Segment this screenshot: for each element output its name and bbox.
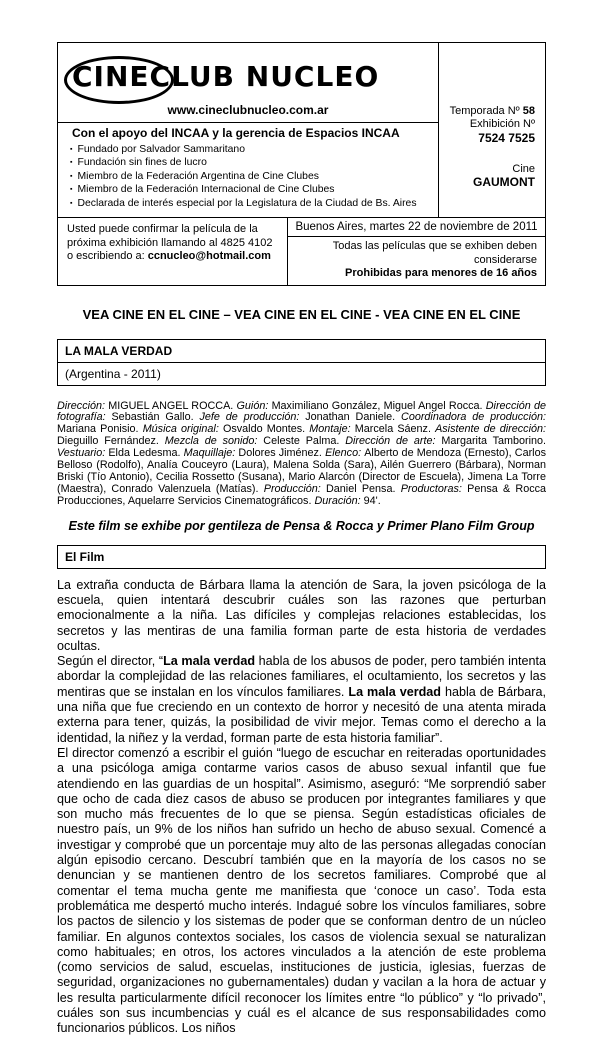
- credit-label: Música original:: [142, 423, 223, 436]
- membership-bullet-list: [58, 142, 438, 217]
- credit-label: Mezcla de sonido:: [164, 435, 264, 448]
- credit-label: Elenco:: [325, 447, 365, 460]
- incaa-support-line: Con el apoyo del INCAA y la gerencia de Espacios INCAA: [58, 122, 438, 142]
- credit-label: Vestuario:: [57, 447, 109, 460]
- credit-value: Marcela Sáenz.: [354, 423, 436, 436]
- film-paragraph: La extraña conducta de Bárbara llama la atención de Sara, la joven psicóloga de la escuela, quien intentará descubrir cuáles son las razones que perturban emocionalmente a la niña. Las difíciles y complejas relaciones establecidas, los secretos y las mentiras de una familia forman parte de esta historia de verdades ocultas.: [57, 577, 546, 653]
- header-bottom-right: [288, 218, 545, 285]
- credit-label: Dirección:: [57, 399, 109, 412]
- credit-label: Maquillaje:: [183, 447, 239, 460]
- season-number: 58: [522, 105, 535, 117]
- credit-value: Dieguillo Fernández.: [57, 435, 165, 448]
- cinema-label: Cine: [512, 163, 535, 175]
- credit-value: MIGUEL ANGEL ROCCA.: [108, 399, 237, 412]
- cineclub-nucleo-logo: [72, 53, 426, 101]
- credit-value: Margarita Tamborino.: [441, 435, 547, 448]
- header-right-cell: [438, 43, 545, 217]
- credit-label: Guión:: [236, 399, 272, 412]
- credit-value: Jonathan Daniele.: [305, 411, 402, 424]
- courtesy-line: Este film se exhibe por gentileza de Pensa & Rocca y Primer Plano Film Group: [68, 518, 535, 533]
- credit-label: Duración:: [314, 494, 364, 507]
- credit-value: Maximiliano González, Miguel Angel Rocca.: [271, 399, 486, 412]
- confirmation-text: Usted puede confirmar la película de la próxima exhibición llamando al 4825 4102 o escribiendo a:: [67, 223, 273, 263]
- credit-label: Asistente de dirección:: [435, 423, 546, 436]
- bullet-icon: ▪: [70, 172, 73, 180]
- film-synopsis: [57, 578, 546, 1037]
- season-line: Temporada Nº 58: [449, 105, 535, 117]
- confirmation-info-box: [58, 218, 288, 285]
- exhibition-numbers: 7524 7525: [478, 131, 535, 145]
- credit-label: Jefe de producción:: [199, 411, 306, 424]
- credit-value: Dolores Jiménez.: [238, 447, 326, 460]
- credit-value: Osvaldo Montes.: [222, 423, 310, 436]
- cinema-name: GAUMONT: [473, 175, 535, 189]
- credit-label: Producción:: [263, 482, 326, 495]
- header-bottom-row: [58, 217, 545, 285]
- rating-notice-line2: Prohibidas para menores de 16 años: [345, 267, 537, 280]
- section-title-el-film: El Film: [57, 545, 546, 569]
- film-paragraph: Según el director, “La mala verdad habla de los abusos de poder, pero también intenta abordar la complejidad de las relaciones familiares, el ocultamiento, los secretos y las mentiras que se instalan en los vínculos familiares. La mala verdad habla de Bárbara, una niña que fue creciendo en un contexto de horror y necesitó de una atenta mirada externa para tener, quizás, la posibilidad de vivir mejor. Temas como el derecho a la identidad, la niñez y la verdad, forman parte de esta historia familiar”.: [57, 654, 546, 745]
- film-credits: [57, 401, 546, 508]
- rating-notice-line1: Todas las películas que se exhiben deben considerarse: [332, 240, 537, 266]
- bullet-icon: ▪: [70, 199, 73, 207]
- credit-value: Alberto de Mendoza (Ernesto), Carlos Belloso (Rodolfo), Analía Couceyro (Laura), Malena Solda (Sara), Ailén Guerrero (Bárbara), Norman Briski (Tío Antonio), Cecilia Rossetto (Susana), Mario Alarcón (Director de Escuela), Jimena La Torre (Maestra), Conrado Valenzuela (Matías).: [57, 447, 546, 495]
- film-paragraph: El director comenzó a escribir el guión “luego de escuchar en reiteradas oportunidades a una psicóloga amiga contarme varios casos de abuso sexual infantil que fue atendiendo en las guardias de un hospital”. Asimismo, aseguró: “Me sorprendió saber que ocho de cada diez casos de abuso se producen por integrantes familiares y que son mucho más frecuentes de lo que se piensa. Según estadísticas oficiales de nuestro país, un 9% de los niños han sufrido un hecho de abuso sexual. Comencé a investigar y comprobé que un porcentaje muy alto de las personas allegadas conocían algún episodio cercano. Descubrí también que en la mayoría de los casos no se denuncian y se mantienen dentro de los secretos familiares. Comprobé que al comentar el tema mucha gente me manifiesta que ‘conoce un caso’. Toda esta problemática me despertó mucho interés. Indagué sobre los vínculos familiares, sobre los pactos de silencio y los sistemas de poder que se conforman dentro de un núcleo familiar. En algunos contextos sociales, los casos de violencia sexual se naturalizan como habituales; en otros, los actores vinculados a la atención de este problema (como servicios de salud, escuelas, instituciones de justicia, iglesias, fuerzas de seguridad, organizaciones no gubernamentales) dudan y vacilan a la hora de actuar y les resulta particularmente difícil reconocer los límites entre “lo público” y “lo privado”, cuáles son sus incumbencias y cuál es el alcance de sus responsabilidades como funcionarios públicos. Los niños: [57, 745, 546, 1036]
- film-country-year: (Argentina - 2011): [57, 362, 546, 386]
- logo-text: CINECLUB NUCLEO: [72, 60, 380, 93]
- credit-value: Sebastián Gallo.: [111, 411, 200, 424]
- contact-email: ccnucleo@hotmail.com: [147, 250, 271, 263]
- website-url: www.cineclubnucleo.com.ar: [167, 103, 329, 117]
- exhibition-label: Exhibición Nº: [469, 118, 535, 130]
- bullet-icon: ▪: [70, 146, 73, 153]
- credit-label: Productoras:: [400, 482, 468, 495]
- header-left-cell: [58, 43, 438, 217]
- date-line: Buenos Aires, martes 22 de noviembre de 2011: [288, 218, 545, 237]
- credit-value: Elda Ledesma.: [108, 447, 184, 460]
- membership-bullet: ▪ Fundado por Salvador Sammaritano: [70, 144, 245, 155]
- membership-bullet: ▪ Fundación sin fines de lucro: [70, 157, 207, 169]
- logo-ellipse: [64, 56, 174, 104]
- membership-bullet: ▪ Miembro de la Federación Argentina de Cine Clubes: [70, 170, 319, 182]
- credit-value: Celeste Palma.: [263, 435, 346, 448]
- credit-value: Mariana Ponisio.: [57, 423, 143, 436]
- slogan-line: VEA CINE EN EL CINE – VEA CINE EN EL CINE - VEA CINE EN EL CINE: [82, 306, 521, 322]
- film-title: LA MALA VERDAD: [57, 339, 546, 363]
- credit-value: 94'.: [363, 494, 381, 507]
- credit-value: Daniel Pensa.: [326, 482, 401, 495]
- credit-label: Dirección de fotografía:: [57, 399, 546, 424]
- credit-label: Dirección de arte:: [345, 435, 442, 448]
- credit-label: Montaje:: [309, 423, 355, 436]
- header-box: [57, 42, 546, 286]
- credit-label: Coordinadora de producción:: [401, 411, 546, 424]
- credit-value: Pensa & Rocca Producciones, Aquelarre Servicios Cinematográficos.: [57, 482, 547, 507]
- membership-bullet: ▪ Miembro de la Federación Internacional de Cine Clubes: [70, 184, 335, 196]
- bullet-icon: ▪: [70, 159, 73, 167]
- bullet-icon: ▪: [70, 186, 73, 194]
- header-top-row: [58, 43, 545, 217]
- rating-notice: [288, 237, 545, 285]
- membership-bullet: ▪ Declarada de interés especial por la Legislatura de la Ciudad de Bs. Aires: [70, 197, 417, 209]
